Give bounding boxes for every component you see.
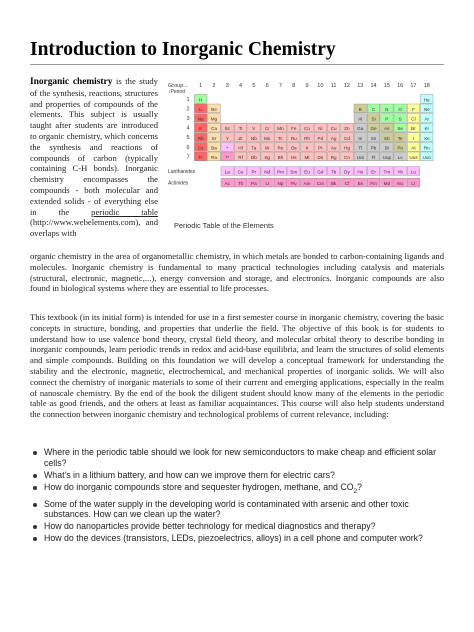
element-symbol: Rg: [330, 155, 337, 160]
topics-list: [30, 447, 440, 546]
element-symbol: I: [412, 135, 415, 141]
element-symbol: Uuo: [422, 155, 431, 160]
element-symbol: Ca: [211, 126, 217, 132]
element-symbol: Ta: [251, 145, 257, 151]
group-number: 17: [410, 83, 417, 89]
element-symbol: As: [384, 126, 390, 132]
element-symbol: Ar: [424, 116, 430, 122]
element-symbol: Tb: [330, 169, 337, 175]
element-symbol: Co: [304, 126, 310, 132]
bullet-icon: [33, 474, 37, 478]
element-symbol: Kr: [424, 126, 430, 132]
period-number: 3: [186, 116, 190, 122]
bullet-icon: [33, 503, 37, 507]
period-number: 7: [186, 154, 190, 161]
element-symbol: Ge: [370, 126, 377, 132]
element-symbol: Nb: [250, 135, 257, 141]
element-symbol: Th: [237, 181, 244, 187]
element-symbol: In: [358, 135, 363, 141]
element-symbol: Os: [290, 145, 297, 151]
figure-caption: Periodic Table of the Elements: [174, 221, 274, 230]
element-symbol: Ni: [318, 126, 323, 132]
element-symbol: Zn: [344, 126, 350, 132]
list-item-text: Where in the periodic table should we look for new semiconductors to make cheap and efficient solar cells?: [44, 447, 437, 468]
list-item: [30, 470, 440, 481]
group-number: 14: [370, 83, 377, 89]
element-symbol: Hg: [344, 145, 350, 151]
element-symbol: Uus: [409, 155, 418, 160]
element-symbol: Se: [397, 126, 403, 132]
element-symbol: Fm: [370, 181, 377, 187]
element-symbol: Cd: [344, 135, 350, 141]
paragraph-textbook: This textbook (in its initial form) is intended for use in a first semester course in inorganic chemistry, covering the basic concepts in structure, bonding, and properties that underlie the field. The objective of this book is for students to understand how to use valence bond theory, crystal field theory, and molecular orbital theory to describe bonding in inorganic compounds, learn periodic trends in redox and acid-base equilibria, and learn the structures of solid elements and simple compounds. Building on this foundation we will develop a conceptual framework for understanding the stability and the electronic, magnetic, electrochemical, and mechanical properties of inorganic solids. We will also connect the chemistry of inorganic materials to some of their current and emerging applications, especially in the realm of nanoscale chemistry. By the end of the book the diligent student should know many of the elements in the periodic table as good friends, and the others at least as familiar acquaintances. This course will also help students understand the connection between inorganic chemistry and technological problems of current relevance, including:: [30, 312, 444, 420]
element-symbol: Nd: [264, 169, 271, 175]
list-item: [30, 499, 440, 520]
list-item: [30, 533, 440, 544]
element-symbol: Ru: [290, 135, 297, 141]
element-symbol: Cs: [197, 145, 204, 151]
bullet-icon: [33, 486, 37, 490]
element-symbol: Br: [411, 126, 416, 132]
element-symbol: Mo: [263, 135, 271, 141]
element-symbol: Ce: [237, 169, 244, 175]
element-symbol: Yb: [397, 169, 403, 175]
list-item: How do inorganic compounds store and sequester hydrogen, methane, and $CO_2$?: [30, 482, 440, 497]
element-symbol: Cf: [344, 181, 350, 187]
group-number: 6: [265, 83, 269, 89]
element-symbol: He: [423, 97, 430, 103]
element-symbol: Lv: [397, 155, 403, 160]
element-symbol: Mn: [277, 126, 284, 132]
period-number: 2: [186, 106, 190, 113]
intro-tail: , and overlaps with: [30, 217, 158, 239]
element-symbol: **: [225, 155, 230, 160]
element-symbol: Eu: [304, 169, 310, 175]
element-symbol: N: [385, 107, 389, 112]
intro-paragraph: [30, 76, 158, 239]
element-symbol: Uut: [356, 155, 364, 160]
element-symbol: Mt: [304, 155, 310, 160]
period-axis-label: ↓Period: [168, 89, 185, 95]
element-symbol: Pm: [277, 169, 284, 175]
element-symbol: Cl: [411, 116, 416, 122]
element-symbol: Ag: [330, 135, 337, 141]
period-number: 1: [186, 96, 190, 103]
element-symbol: Sc: [224, 126, 230, 132]
element-symbol: Ga: [357, 126, 364, 132]
lanthanides-label: Lanthanides: [168, 169, 196, 175]
element-symbol: La: [224, 169, 230, 175]
group-axis-label: Group→: [168, 83, 189, 89]
element-symbol: No: [397, 181, 404, 187]
element-symbol: Gd: [317, 169, 324, 175]
element-symbol: Tc: [278, 135, 283, 141]
element-symbol: B: [358, 107, 362, 112]
element-symbol: Db: [250, 155, 257, 160]
bullet-icon: [33, 525, 37, 529]
element-symbol: Zr: [238, 135, 243, 141]
group-number: 2: [212, 83, 216, 89]
list-item-text: Some of the water supply in the developing world is contaminated with arsenic and other toxic substances. How can we clean up the water?: [44, 498, 409, 520]
period-number: 6: [186, 144, 190, 151]
group-number: 12: [343, 83, 351, 89]
element-symbol: Lr: [411, 181, 416, 187]
element-symbol: Er: [371, 169, 376, 175]
list-item-text: What's in a lithium battery, and how can we improve them for electric cars?: [44, 469, 335, 480]
group-number: 9: [305, 83, 309, 89]
element-symbol: Hs: [290, 155, 297, 160]
element-symbol: Y: [225, 135, 229, 141]
element-symbol: Lu: [410, 169, 417, 175]
element-symbol: Sr: [211, 135, 217, 141]
element-symbol: Bk: [330, 181, 337, 187]
element-symbol: Au: [330, 145, 337, 151]
element-symbol: Es: [357, 181, 363, 187]
element-symbol: Po: [397, 145, 403, 151]
element-symbol: Fl: [371, 155, 376, 160]
element-symbol: P: [385, 116, 389, 122]
element-symbol: Ir: [305, 145, 309, 151]
element-symbol: H: [198, 97, 203, 103]
element-symbol: Pb: [370, 145, 377, 151]
element-symbol: Hf: [238, 145, 243, 151]
element-symbol: Si: [371, 116, 376, 122]
element-symbol: Cn: [344, 155, 350, 160]
element-symbol: Cr: [264, 126, 270, 132]
element-symbol: Pr: [251, 169, 257, 175]
list-item: [30, 447, 440, 468]
element-symbol: Ba: [211, 145, 217, 151]
group-number: 18: [423, 83, 430, 89]
element-symbol: Tm: [383, 169, 391, 175]
element-symbol: C: [371, 107, 376, 112]
element-symbol: S: [398, 116, 402, 122]
element-symbol: Fe: [291, 126, 297, 132]
element-symbol: Cm: [316, 181, 324, 187]
periodic-table-link[interactable]: periodic table: [91, 206, 158, 217]
element-symbol: Re: [277, 145, 284, 151]
bullet-icon: [33, 537, 37, 541]
intro-bold-term: Inorganic chemistry: [30, 77, 113, 87]
list-item: [30, 521, 440, 532]
group-number: 15: [383, 83, 390, 89]
element-symbol: Sn: [370, 135, 377, 141]
element-symbol: W: [264, 145, 270, 151]
element-symbol: V: [252, 126, 256, 132]
element-symbol: Sg: [264, 155, 270, 160]
element-symbol: Ne: [423, 107, 430, 112]
element-symbol: U: [265, 181, 269, 187]
element-symbol: Pd: [317, 135, 324, 141]
group-number: 10: [317, 83, 324, 89]
element-symbol: Rf: [238, 155, 243, 160]
element-symbol: Np: [277, 181, 284, 187]
element-symbol: Tl: [358, 145, 363, 151]
element-symbol: Am: [303, 181, 311, 187]
list-item-text: How do nanoparticles provide better technology for medical diagnostics and therapy?: [44, 521, 376, 532]
element-symbol: Rn: [423, 145, 430, 151]
element-symbol: Ra: [211, 155, 217, 160]
element-symbol: Ac: [224, 181, 230, 187]
bullet-icon: [33, 451, 37, 455]
element-symbol: Cu: [330, 126, 337, 132]
periodic-table-figure: [166, 78, 446, 238]
list-item-text: How do inorganic compounds store and sequester hydrogen, methane, and CO: [44, 481, 354, 492]
element-symbol: Pu: [290, 181, 297, 187]
group-number: 1: [199, 83, 203, 89]
element-symbol: Bh: [277, 155, 284, 160]
actinides-label: Actinides: [168, 180, 189, 187]
element-symbol: Pa: [251, 181, 257, 187]
element-symbol: Pt: [318, 145, 323, 151]
element-symbol: Te: [397, 135, 403, 141]
element-symbol: Rb: [197, 135, 204, 141]
element-symbol: Xe: [423, 135, 430, 141]
group-number: 5: [252, 83, 256, 89]
element-symbol: Bi: [384, 145, 389, 151]
list-item-text: How do the devices (transistors, LEDs, piezoelectrics, alloys) in a cell phone and computer work?: [44, 533, 423, 544]
element-symbol: Sm: [290, 169, 298, 175]
title-rule: [30, 64, 444, 65]
group-number: 8: [292, 83, 296, 89]
element-symbol: Li: [198, 107, 203, 112]
intro-text: is the study of the synthesis, reactions, structures and properties of compounds of the elements. This subject is usually taught after students are introduced to organic chemistry, which concerns the synthesis and reactions of compounds of carbon (typically containing C-H bonds). Inorganic chemistry encompasses the compounds - both molecular and extended solids - of everything else in the: [30, 76, 158, 217]
element-symbol: Be: [211, 107, 217, 112]
period-number: 4: [186, 125, 190, 132]
element-symbol: Fr: [198, 155, 203, 160]
element-symbol: Uup: [382, 155, 392, 160]
element-symbol: O: [398, 107, 402, 112]
element-symbol: Na: [197, 116, 204, 122]
element-symbol: F: [412, 107, 415, 112]
element-symbol: At: [411, 145, 416, 151]
element-symbol: Mg: [210, 116, 218, 122]
group-number: 11: [330, 83, 337, 89]
element-symbol: Md: [383, 181, 391, 187]
group-number: 13: [357, 83, 364, 89]
co2-subscript: 2: [353, 487, 358, 495]
element-symbol: Ti: [238, 126, 243, 132]
element-symbol: Dy: [344, 169, 350, 175]
element-symbol: K: [199, 126, 203, 132]
group-number: 3: [225, 83, 229, 89]
group-number: 16: [397, 83, 404, 89]
webelements-url[interactable]: (http://www.webelements.com): [30, 217, 139, 228]
element-symbol: Ds: [317, 155, 324, 160]
element-symbol: Sb: [384, 135, 390, 141]
element-symbol: Al: [358, 116, 363, 122]
page-title: Introduction to Inorganic Chemistry: [30, 39, 336, 60]
group-number: 4: [239, 83, 243, 89]
period-number: 5: [186, 135, 190, 142]
paragraph-organometallic: organic chemistry in the area of organometallic chemistry, in which metals are bonded to carbon-containing ligands and molecules. Inorganic chemistry is fundamental to many practical technologies including catalysis and materials (structural, electronic, magnetic,...), energy conversion and storage, and electronics. Inorganic compounds are also found in biological systems where they are essential to life processes.: [30, 251, 444, 294]
group-number: 7: [278, 83, 282, 89]
element-symbol: Ho: [357, 169, 364, 175]
periodic-table-image: [166, 78, 446, 220]
element-symbol: *: [226, 145, 229, 151]
element-symbol: Rh: [304, 135, 310, 141]
